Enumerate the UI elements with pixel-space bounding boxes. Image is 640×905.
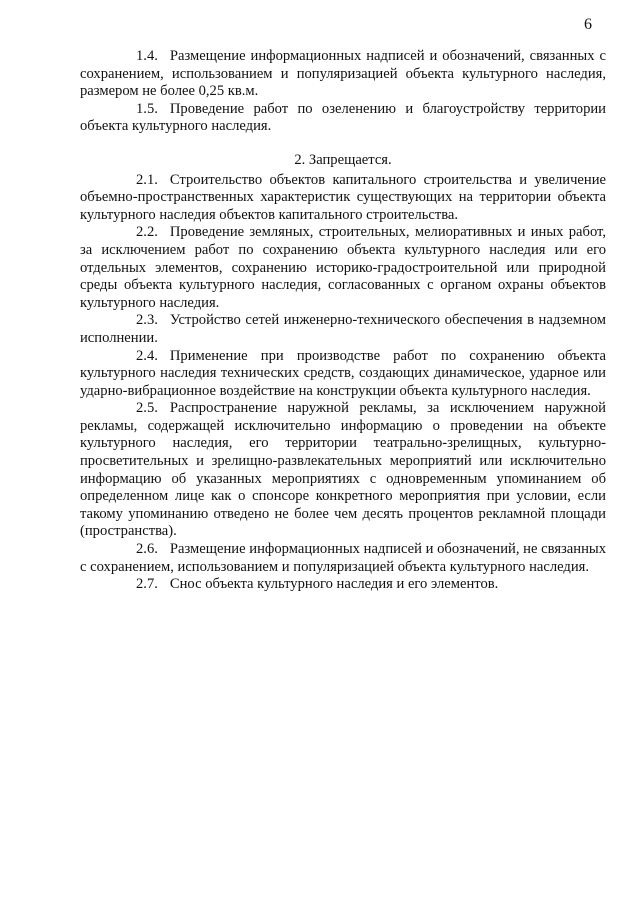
list-item-2-7 <box>80 576 606 594</box>
item-text: Проведение земляных, строительных, мелиоративных и иных работ, за исключением работ по сохранению объекта культурного наследия или его отдельных элементов, сохранению историко-градостроительной или природной среды объекта культурного наследия, согласованных с органом охраны объектов культурного наследия. <box>80 224 606 311</box>
list-item-2-4 <box>80 348 606 401</box>
list-item-1-4 <box>80 48 606 101</box>
page-number: 6 <box>584 16 592 33</box>
item-text: Устройство сетей инженерно-технического обеспечения в надземном исполнении. <box>80 312 606 346</box>
item-number: 1.5. <box>136 100 158 117</box>
item-number: 2.4. <box>136 347 158 364</box>
item-text: Строительство объектов капитального строительства и увеличение объемно-пространственных характеристик существующих на территории объекта культурного наследия объектов капитального строительства. <box>80 171 606 223</box>
list-item-2-3 <box>80 312 606 347</box>
list-item-2-1 <box>80 172 606 225</box>
document-body <box>80 48 606 594</box>
item-number: 2.1. <box>136 171 158 188</box>
list-item-1-5 <box>80 101 606 136</box>
item-number: 1.4. <box>136 48 158 64</box>
item-text: Размещение информационных надписей и обозначений, не связанных с сохранением, использованием и популяризацией объекта культурного наследия. <box>80 541 606 575</box>
item-number: 2.2. <box>136 224 158 241</box>
item-number: 2.5. <box>136 400 158 417</box>
list-item-2-5 <box>80 400 606 541</box>
item-text: Размещение информационных надписей и обозначений, связанных с сохранением, использованием и популяризацией объекта культурного наследия, размером не более 0,25 кв.м. <box>80 48 606 100</box>
item-text: Применение при производстве работ по сохранению объекта культурного наследия технических средств, создающих динамическое, ударное или ударно-вибрационное воздействие на конструкции объекта культурного наследия. <box>80 347 606 399</box>
list-item-2-6 <box>80 541 606 576</box>
section-heading: 2. Запрещается. <box>294 151 392 168</box>
list-item-2-2 <box>80 224 606 312</box>
item-number: 2.7. <box>136 576 158 593</box>
item-number: 2.3. <box>136 312 158 329</box>
item-text: Снос объекта культурного наследия и его элементов. <box>169 576 499 593</box>
item-text: Проведение работ по озеленению и благоустройству территории объекта культурного наследия. <box>80 100 606 135</box>
item-text: Распространение наружной рекламы, за исключением наружной рекламы, содержащей исключительно информацию о проведении на объекте культурного наследия, его территории театрально-зрелищных, культурно-просветительных и зрелищно-развлекательных мероприятий или исключительно информацию об указанных мероприятиях с одновременным упоминанием об определенном лице как о спонсоре конкретного мероприятия при условии, если такому упоминанию отведено не более чем десять процентов рекламной площади (пространства). <box>80 400 606 540</box>
item-number: 2.6. <box>136 541 158 558</box>
